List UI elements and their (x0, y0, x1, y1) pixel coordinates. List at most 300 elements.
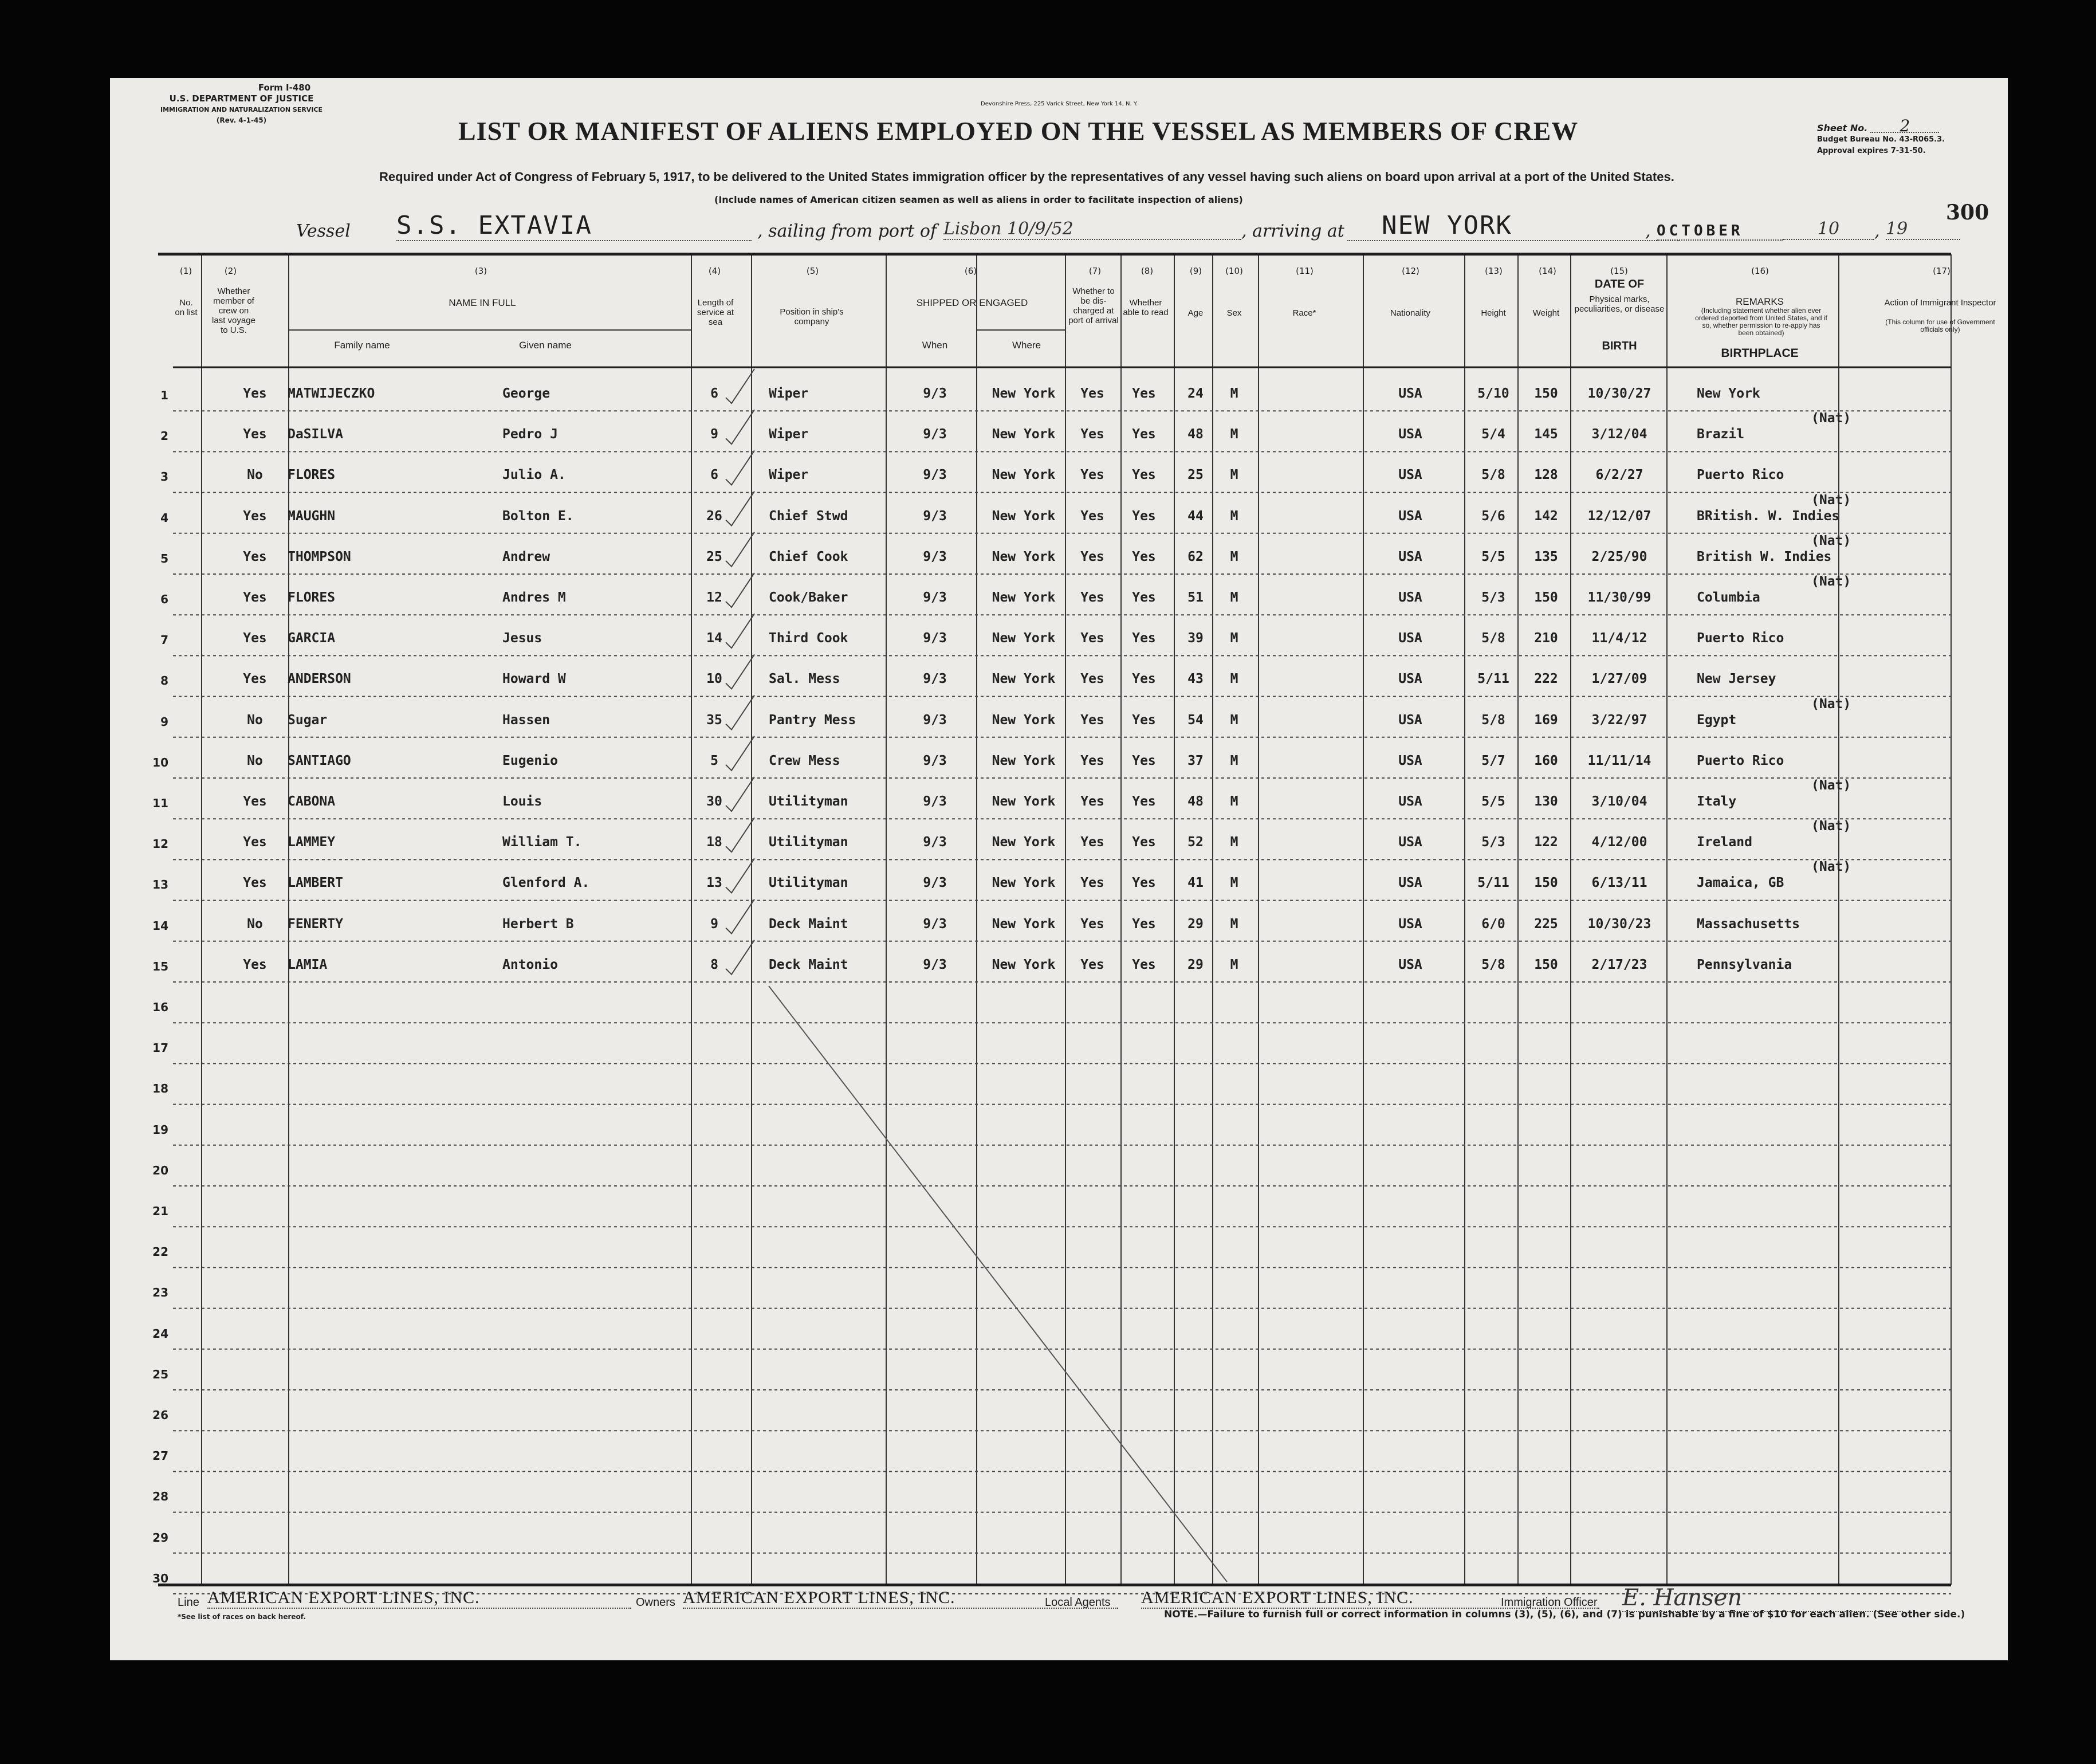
cell-place: Puerto Rico (1697, 753, 1784, 768)
cell-position: Cook/Baker (769, 590, 848, 605)
cell-weight: 128 (1534, 467, 1558, 483)
cell-position: Utilityman (769, 875, 848, 891)
header-inspector-note: (This column for use of Government officials only) (1885, 318, 1995, 333)
cell-place: Jamaica, GB (1697, 875, 1784, 891)
row-number: 1 (160, 388, 168, 402)
form-service: IMMIGRATION AND NATURALIZATION SERVICE (160, 106, 323, 113)
cell-given: George (502, 386, 550, 401)
cell-years: 10 (706, 671, 722, 687)
cell-sex: M (1230, 508, 1238, 524)
cell-position: Wiper (769, 427, 809, 442)
cell-years: 9 (710, 427, 718, 442)
cell-weight: 130 (1534, 794, 1558, 809)
cell-years: 13 (706, 875, 722, 891)
cell-sex: M (1230, 916, 1238, 932)
header-when: When (922, 340, 948, 351)
cell-where: New York (992, 835, 1056, 850)
cell-place: Massachusetts (1697, 916, 1800, 932)
cell-disch: Yes (1080, 875, 1104, 891)
cell-birth: 10/30/27 (1587, 386, 1651, 401)
cell-where: New York (992, 467, 1056, 483)
cell-weight: 145 (1534, 427, 1558, 442)
cell-years: 8 (710, 957, 718, 972)
header-height: Height (1481, 308, 1506, 318)
cell-age: 48 (1187, 427, 1204, 442)
stamp-number: 300 (1946, 201, 1989, 225)
cell-given: Hassen (502, 712, 550, 728)
cell-disch: Yes (1080, 712, 1104, 728)
cell-sex: M (1230, 712, 1238, 728)
cell-prev: Yes (243, 875, 267, 891)
cell-where: New York (992, 386, 1056, 401)
cell-position: Wiper (769, 467, 809, 483)
cell-height: 5/11 (1477, 875, 1509, 891)
cell-position: Pantry Mess (769, 712, 856, 728)
col-num: (17) (1933, 266, 1951, 276)
cell-weight: 142 (1534, 508, 1558, 524)
cell-position: Wiper (769, 386, 809, 401)
row-number: 2 (160, 429, 168, 443)
cell-given: William T. (502, 835, 582, 850)
cell-years: 18 (706, 835, 722, 850)
cell-sex: M (1230, 671, 1238, 687)
header-previous-voyage: Whether member of crew on last voyage to U.S. (212, 286, 255, 335)
cell-birth: 2/25/90 (1591, 549, 1647, 564)
cell-nat: USA (1398, 386, 1422, 401)
row-number: 25 (152, 1367, 168, 1381)
cell-place: New York (1697, 386, 1760, 401)
header-where: Where (1012, 340, 1041, 351)
cell-where: New York (992, 427, 1056, 442)
cell-read: Yes (1132, 671, 1156, 687)
cell-prev: Yes (243, 549, 267, 564)
col-num: (5) (806, 266, 819, 276)
cell-years: 9 (710, 916, 718, 932)
cell-height: 5/7 (1481, 753, 1505, 768)
cell-height: 5/8 (1481, 712, 1505, 728)
cell-given: Eugenio (502, 753, 558, 768)
col-num: (2) (224, 266, 237, 276)
cell-disch: Yes (1080, 467, 1104, 483)
cell-birth: 6/13/11 (1591, 875, 1647, 891)
cell-given: Pedro J (502, 427, 558, 442)
cell-disch: Yes (1080, 386, 1104, 401)
cell-sex: M (1230, 386, 1238, 401)
col-num: (6) (964, 266, 977, 276)
cell-read: Yes (1132, 875, 1156, 891)
manifest-sheet (110, 78, 2008, 1660)
table-top-rule (158, 253, 1951, 256)
cell-disch: Yes (1080, 590, 1104, 605)
cell-nat: USA (1398, 712, 1422, 728)
row-number: 28 (152, 1490, 168, 1504)
cell-nat: USA (1398, 590, 1422, 605)
row-number: 11 (152, 796, 168, 810)
header-birth: BIRTH (1602, 340, 1637, 352)
sailing-label: , sailing from port of (757, 221, 937, 241)
cell-position: Crew Mess (769, 753, 840, 768)
cell-weight: 150 (1534, 957, 1558, 972)
naturalized-note: (Nat) (1811, 859, 1851, 875)
col-num: (1) (179, 266, 192, 276)
cell-read: Yes (1132, 467, 1156, 483)
cell-height: 5/4 (1481, 427, 1505, 442)
check-mark (726, 736, 754, 771)
cancellation-line (769, 986, 1227, 1582)
cell-years: 5 (710, 753, 718, 768)
cell-disch: Yes (1080, 835, 1104, 850)
cell-years: 6 (710, 386, 718, 401)
check-mark (726, 410, 754, 444)
line-label: Line (178, 1596, 199, 1609)
cell-age: 29 (1187, 957, 1204, 972)
cell-read: Yes (1132, 549, 1156, 564)
check-mark (726, 450, 754, 485)
header-given-name: Given name (519, 340, 572, 351)
row-number: 18 (152, 1082, 168, 1096)
cell-given: Louis (502, 794, 542, 809)
row-number: 6 (160, 592, 168, 606)
row-number: 9 (160, 714, 168, 729)
cell-given: Glenford A. (502, 875, 590, 891)
cell-weight: 222 (1534, 671, 1558, 687)
header-birthplace: BIRTHPLACE (1721, 347, 1799, 360)
cell-age: 25 (1187, 467, 1204, 483)
cell-read: Yes (1132, 590, 1156, 605)
cell-when: 9/3 (923, 467, 947, 483)
check-mark (726, 369, 754, 403)
cell-height: 6/0 (1481, 916, 1505, 932)
cell-position: Third Cook (769, 631, 848, 646)
header-position: Position in ship's company (780, 307, 844, 327)
cell-weight: 150 (1534, 590, 1558, 605)
header-no-on-list: No. on list (175, 298, 198, 317)
cell-years: 14 (706, 631, 722, 646)
cell-when: 9/3 (923, 794, 947, 809)
cell-given: Antonio (502, 957, 558, 972)
cell-nat: USA (1398, 957, 1422, 972)
cell-place: Puerto Rico (1697, 467, 1784, 483)
col-num: (4) (708, 266, 721, 276)
cell-sex: M (1230, 427, 1238, 442)
vessel-label: Vessel (296, 221, 351, 241)
cell-sex: M (1230, 875, 1238, 891)
cell-weight: 150 (1534, 875, 1558, 891)
cell-where: New York (992, 631, 1056, 646)
penalty-note: NOTE.—Failure to furnish full or correct information in columns (3), (5), (6), and (7) is punishable by a fine of $10 for each alien. (See other side.) (1164, 1609, 1965, 1620)
agents-label: Local Agents (1045, 1596, 1111, 1609)
cell-birth: 12/12/07 (1587, 508, 1651, 524)
cell-nat: USA (1398, 631, 1422, 646)
check-mark (726, 858, 754, 893)
cell-height: 5/5 (1481, 794, 1505, 809)
arrival-day: 10 (1783, 219, 1874, 240)
cell-weight: 150 (1534, 386, 1558, 401)
cell-family: MATWIJECZKO (288, 386, 375, 401)
check-mark (726, 614, 754, 648)
cell-read: Yes (1132, 386, 1156, 401)
approval-expires: Approval expires 7-31-50. (1817, 147, 1926, 155)
cell-height: 5/8 (1481, 957, 1505, 972)
cell-place: BRitish. W. Indies (1697, 508, 1840, 524)
owners-label: Owners (636, 1596, 675, 1609)
check-mark (726, 899, 754, 934)
header-family-name: Family name (334, 340, 390, 351)
cell-place: Ireland (1697, 835, 1752, 850)
header-able-read: Whether able to read (1123, 298, 1169, 317)
row-number: 19 (152, 1122, 168, 1137)
arriving-label: , arriving at (1241, 221, 1344, 241)
cell-age: 39 (1187, 631, 1204, 646)
cell-prev: Yes (243, 590, 267, 605)
cell-where: New York (992, 916, 1056, 932)
cell-when: 9/3 (923, 631, 947, 646)
cell-position: Utilityman (769, 835, 848, 850)
cell-read: Yes (1132, 916, 1156, 932)
cell-height: 5/8 (1481, 467, 1505, 483)
naturalized-note: (Nat) (1811, 411, 1851, 426)
cell-sex: M (1230, 794, 1238, 809)
col-num: (13) (1485, 266, 1503, 276)
header-inspector-action: Action of Immigrant Inspector (1884, 298, 1996, 308)
col-num: (10) (1225, 266, 1243, 276)
cell-place: Puerto Rico (1697, 631, 1784, 646)
cell-when: 9/3 (923, 590, 947, 605)
cell-read: Yes (1132, 835, 1156, 850)
cell-age: 24 (1187, 386, 1204, 401)
cell-read: Yes (1132, 957, 1156, 972)
row-number: 13 (152, 878, 168, 892)
cell-family: CABONA (288, 794, 336, 809)
check-mark (726, 940, 754, 975)
cell-when: 9/3 (923, 671, 947, 687)
cell-place: Columbia (1697, 590, 1760, 605)
header-shipped-engaged: SHIPPED OR ENGAGED (916, 297, 1028, 308)
cell-disch: Yes (1080, 549, 1104, 564)
row-number: 12 (152, 837, 168, 851)
cell-family: MAUGHN (288, 508, 336, 524)
cell-prev: Yes (243, 631, 267, 646)
cell-height: 5/3 (1481, 835, 1505, 850)
cell-where: New York (992, 590, 1056, 605)
naturalized-note: (Nat) (1811, 492, 1851, 508)
col-num: (15) (1610, 266, 1628, 276)
row-number: 4 (160, 510, 168, 525)
header-name-in-full: NAME IN FULL (449, 297, 516, 308)
check-mark (726, 818, 754, 852)
cell-nat: USA (1398, 753, 1422, 768)
cell-disch: Yes (1080, 631, 1104, 646)
row-number: 15 (152, 959, 168, 973)
form-revision: (Rev. 4-1-45) (216, 116, 267, 124)
cell-given: Andrew (502, 549, 550, 564)
cell-weight: 210 (1534, 631, 1558, 646)
col-num: (12) (1402, 266, 1419, 276)
page-title: LIST OR MANIFEST OF ALIENS EMPLOYED ON THE VESSEL AS MEMBERS OF CREW (458, 116, 1579, 146)
cell-nat: USA (1398, 916, 1422, 932)
cell-prev: Yes (243, 794, 267, 809)
cell-age: 54 (1187, 712, 1204, 728)
cell-sex: M (1230, 549, 1238, 564)
cell-weight: 225 (1534, 916, 1558, 932)
statutory-notice: Required under Act of Congress of February 5, 1917, to be delivered to the United States immigration officer by the representatives of any vessel having such aliens on board upon arrival at a port of the United States. (379, 170, 1674, 184)
cell-when: 9/3 (923, 835, 947, 850)
cell-family: Sugar (288, 712, 328, 728)
cell-nat: USA (1398, 427, 1422, 442)
cell-prev: No (247, 467, 263, 483)
cell-height: 5/5 (1481, 549, 1505, 564)
cell-birth: 11/11/14 (1587, 753, 1651, 768)
cell-disch: Yes (1080, 794, 1104, 809)
cell-years: 26 (706, 508, 722, 524)
cell-read: Yes (1132, 427, 1156, 442)
row-number: 29 (152, 1530, 168, 1545)
cell-nat: USA (1398, 671, 1422, 687)
cell-place: Brazil (1697, 427, 1745, 442)
cell-weight: 169 (1534, 712, 1558, 728)
row-number: 16 (152, 1000, 168, 1014)
form-department: U.S. DEPARTMENT OF JUSTICE (169, 93, 314, 104)
header-sex: Sex (1226, 308, 1242, 318)
cell-when: 9/3 (923, 508, 947, 524)
race-note: *See list of races on back hereof. (178, 1613, 306, 1621)
cell-prev: No (247, 753, 263, 768)
cell-family: FLORES (288, 590, 336, 605)
cell-nat: USA (1398, 467, 1422, 483)
cell-birth: 6/2/27 (1595, 467, 1643, 483)
printer-imprint: Devonshire Press, 225 Varick Street, New York 14, N. Y. (981, 101, 1138, 107)
cell-family: SANTIAGO (288, 753, 351, 768)
row-number: 23 (152, 1286, 168, 1300)
header-discharged: Whether to be dis-charged at port of arrival (1068, 286, 1119, 325)
cell-given: Julio A. (502, 467, 566, 483)
cell-height: 5/3 (1481, 590, 1505, 605)
cell-given: Jesus (502, 631, 542, 646)
header-date-of: DATE OF (1594, 278, 1645, 290)
cell-sex: M (1230, 631, 1238, 646)
budget-bureau: Budget Bureau No. 43-R065.3. (1817, 135, 1945, 144)
cell-prev: Yes (243, 671, 267, 687)
cell-prev: Yes (243, 427, 267, 442)
cell-birth: 1/27/09 (1591, 671, 1647, 687)
cell-when: 9/3 (923, 427, 947, 442)
cell-years: 35 (706, 712, 722, 728)
cell-place: Egypt (1697, 712, 1737, 728)
cell-nat: USA (1398, 549, 1422, 564)
cell-where: New York (992, 794, 1056, 809)
cell-place: New Jersey (1697, 671, 1776, 687)
cell-place: British W. Indies (1697, 549, 1832, 564)
cell-prev: Yes (243, 835, 267, 850)
cell-where: New York (992, 712, 1056, 728)
naturalized-note: (Nat) (1811, 778, 1851, 793)
check-mark (726, 777, 754, 811)
check-mark (726, 573, 754, 607)
cell-birth: 3/12/04 (1591, 427, 1647, 442)
row-number: 7 (160, 633, 168, 647)
cell-height: 5/10 (1477, 386, 1509, 401)
agents-value: AMERICAN EXPORT LINES, INC. (1141, 1588, 1599, 1609)
cell-age: 41 (1187, 875, 1204, 891)
cell-given: Herbert B (502, 916, 574, 932)
naturalized-note: (Nat) (1811, 533, 1851, 548)
cell-years: 30 (706, 794, 722, 809)
arrival-month: OCTOBER (1657, 222, 1783, 241)
cell-read: Yes (1132, 508, 1156, 524)
cell-age: 29 (1187, 916, 1204, 932)
cell-when: 9/3 (923, 549, 947, 564)
cell-read: Yes (1132, 712, 1156, 728)
col-num: (16) (1751, 266, 1769, 276)
cell-disch: Yes (1080, 427, 1104, 442)
cell-age: 37 (1187, 753, 1204, 768)
cell-given: Andres M (502, 590, 566, 605)
col-num: (14) (1539, 266, 1556, 276)
arriving-port: NEW YORK (1347, 211, 1680, 241)
cell-prev: Yes (243, 386, 267, 401)
vessel-name: S.S. EXTAVIA (396, 211, 752, 241)
cell-disch: Yes (1080, 957, 1104, 972)
cell-given: Bolton E. (502, 508, 574, 524)
cell-family: THOMPSON (288, 549, 351, 564)
header-remarks-detail: (Including statement whether alien ever ordered deported from United States, and if so, whether permission to re-apply has been obtained) (1695, 307, 1827, 337)
cell-when: 9/3 (923, 957, 947, 972)
comma: , (1645, 221, 1651, 241)
cell-read: Yes (1132, 753, 1156, 768)
naturalized-note: (Nat) (1811, 574, 1851, 589)
cell-family: LAMIA (288, 957, 328, 972)
cell-place: Italy (1697, 794, 1737, 809)
cell-family: FLORES (288, 467, 336, 483)
cell-birth: 11/30/99 (1587, 590, 1651, 605)
cell-sex: M (1230, 835, 1238, 850)
header-length-service: Length of service at sea (697, 298, 734, 327)
cell-age: 51 (1187, 590, 1204, 605)
cell-sex: M (1230, 957, 1238, 972)
line-value: AMERICAN EXPORT LINES, INC. (207, 1588, 631, 1609)
cell-nat: USA (1398, 794, 1422, 809)
cell-weight: 122 (1534, 835, 1558, 850)
cell-position: Chief Cook (769, 549, 848, 564)
cell-position: Utilityman (769, 794, 848, 809)
year-label: 19 (1886, 219, 1960, 240)
include-note: (Include names of American citizen seamen as well as aliens in order to facilitate inspection of aliens) (714, 194, 1243, 205)
col-num: (9) (1189, 266, 1202, 276)
cell-age: 48 (1187, 794, 1204, 809)
cell-where: New York (992, 957, 1056, 972)
col-num: (8) (1141, 266, 1154, 276)
row-number: 17 (152, 1041, 168, 1055)
cell-years: 12 (706, 590, 722, 605)
officer-signature: E. Hansen (1622, 1585, 1903, 1612)
cell-age: 62 (1187, 549, 1204, 564)
check-mark (726, 532, 754, 567)
cell-when: 9/3 (923, 875, 947, 891)
cell-birth: 10/30/23 (1587, 916, 1651, 932)
cell-years: 25 (706, 549, 722, 564)
cell-family: FENERTY (288, 916, 343, 932)
cell-position: Deck Maint (769, 957, 848, 972)
cell-when: 9/3 (923, 386, 947, 401)
cell-where: New York (992, 671, 1056, 687)
cell-height: 5/6 (1481, 508, 1505, 524)
row-number: 24 (152, 1326, 168, 1341)
header-weight: Weight (1532, 308, 1560, 318)
cell-when: 9/3 (923, 712, 947, 728)
row-number: 30 (152, 1571, 168, 1585)
cell-height: 5/11 (1477, 671, 1509, 687)
cell-disch: Yes (1080, 671, 1104, 687)
